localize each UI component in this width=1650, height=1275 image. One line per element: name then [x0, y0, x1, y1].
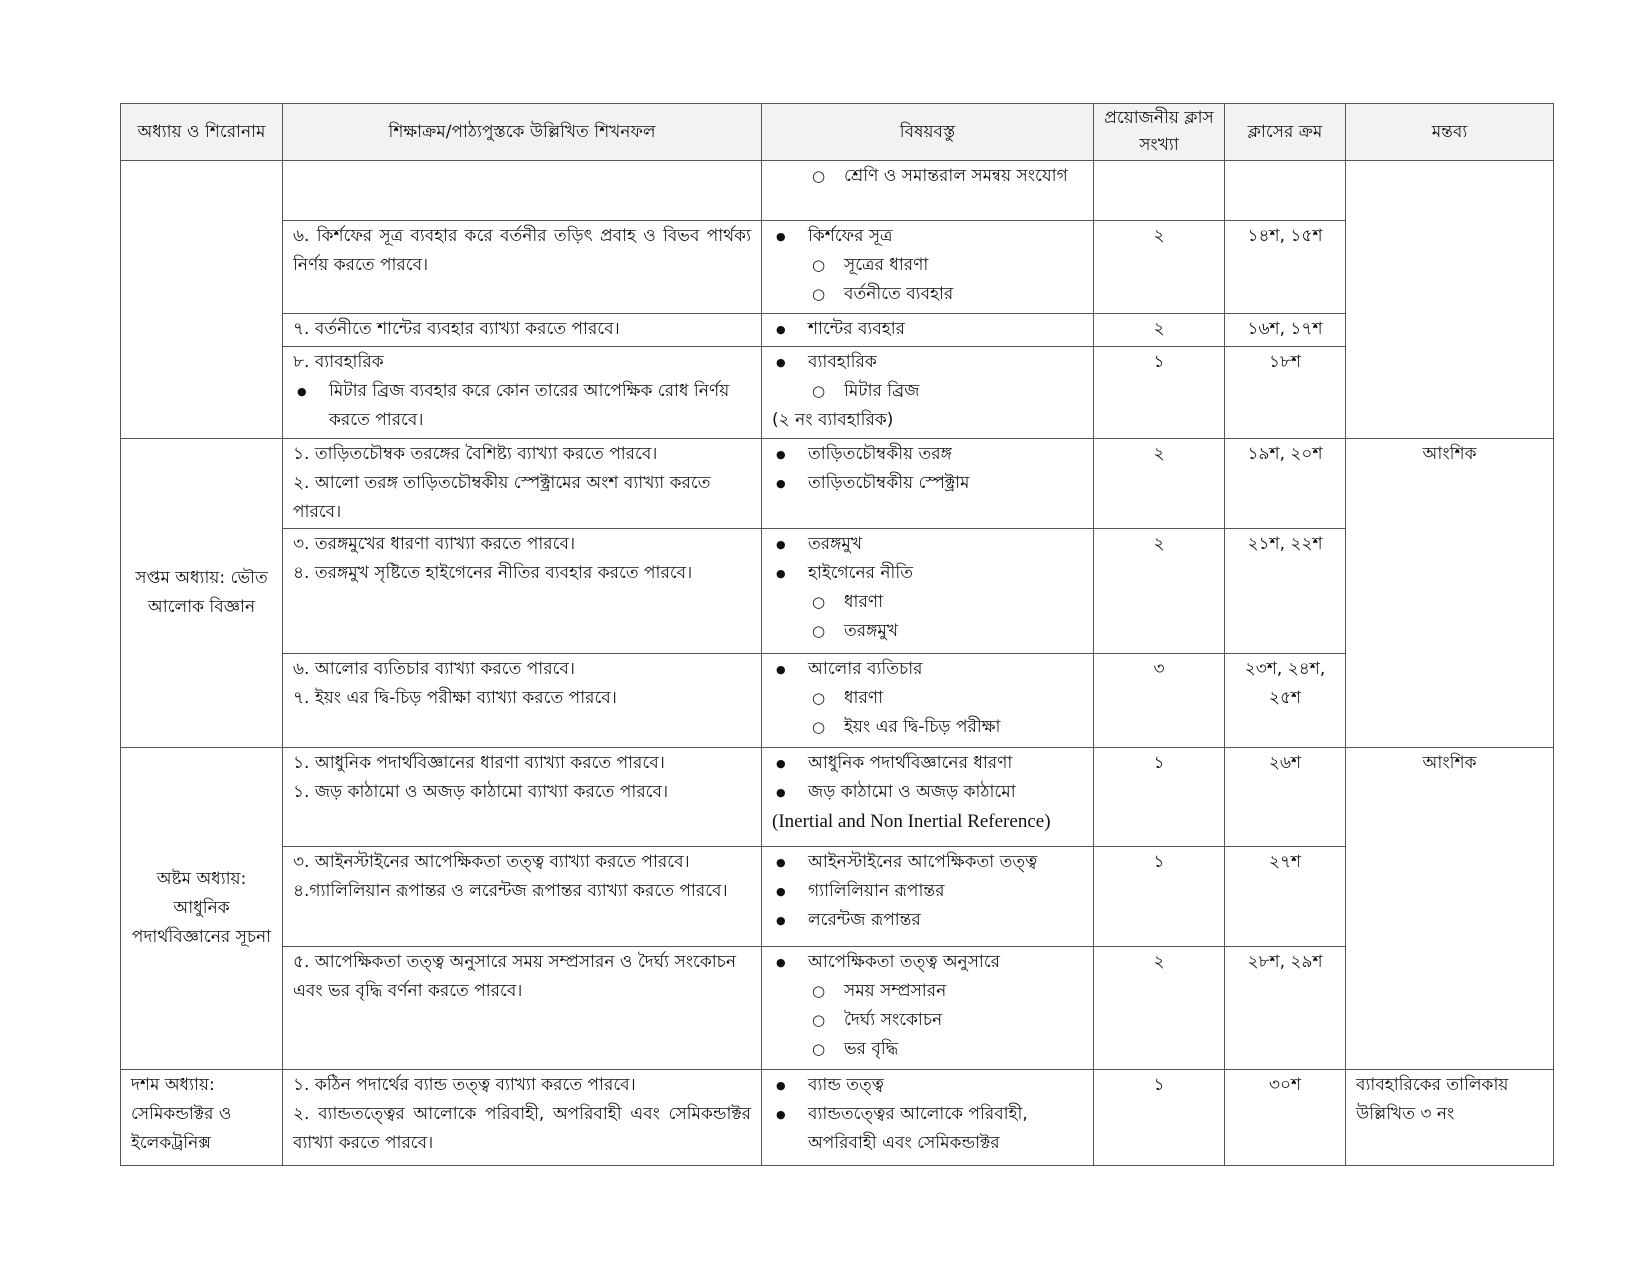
- content-subitem: ○ সূত্রের ধারণা: [772, 251, 1083, 280]
- classes-cell: ১: [1094, 347, 1225, 439]
- chapter-cell: অষ্টম অধ্যায়: আধুনিক পদার্থবিজ্ঞানের সূচনা: [121, 748, 283, 1070]
- content-item: ● আলোর ব্যতিচার: [772, 655, 1083, 684]
- table-row: [121, 161, 1554, 221]
- classes-cell: ২: [1094, 314, 1225, 347]
- outcome-cell: [283, 347, 762, 439]
- content-subitem: ○ ধারণা: [772, 588, 1083, 617]
- learning-outcome: ২. আলো তরঙ্গ তাড়িতচৌম্বকীয় স্পেক্ট্রামের অংশ ব্যাখ্যা করতে পারবে।: [293, 473, 711, 522]
- table-row: [121, 947, 1554, 1070]
- content-cell: [762, 161, 1094, 221]
- header-chapter: অধ্যায় ও শিরোনাম: [121, 104, 283, 161]
- classes-cell: ২: [1094, 947, 1225, 1070]
- table-row: [121, 1070, 1554, 1166]
- sequence-cell: ২১শ, ২২শ: [1225, 529, 1346, 654]
- content-subitem: ○ মিটার ব্রিজ: [772, 377, 1083, 406]
- content-item: ● গ্যালিলিয়ান রূপান্তর: [772, 877, 1083, 906]
- content-cell: [762, 748, 1094, 847]
- sequence-cell: ২৭শ: [1225, 847, 1346, 947]
- sequence-cell: ২৮শ, ২৯শ: [1225, 947, 1346, 1070]
- learning-outcome: ৬. আলোর ব্যতিচার ব্যাখ্যা করতে পারবে।: [293, 659, 575, 679]
- syllabus-table: [120, 103, 1554, 1166]
- table-row: [121, 748, 1554, 847]
- table-row: [121, 654, 1554, 748]
- chapter-cell: দশম অধ্যায়: সেমিকন্ডাক্টর ও ইলেকট্রনিক্স: [121, 1070, 283, 1166]
- learning-outcome: ৪.গ্যালিলিয়ান রূপান্তর ও লরেন্টজ রূপান্তর ব্যাখ্যা করতে পারবে।: [293, 881, 728, 901]
- content-item: ● আইনস্টাইনের আপেক্ষিকতা তত্ত্ব: [772, 848, 1083, 877]
- content-note: (২ নং ব্যাবহারিক): [772, 410, 894, 430]
- classes-cell: ২: [1094, 221, 1225, 314]
- table-row: [121, 529, 1554, 654]
- remarks-cell: আংশিক: [1346, 748, 1554, 1070]
- table-row: [121, 439, 1554, 529]
- learning-outcome: ৮. ব্যাবহারিক: [293, 352, 384, 372]
- classes-cell: ১: [1094, 748, 1225, 847]
- content-item: ● তাড়িতচৌম্বকীয় স্পেক্ট্রাম: [772, 469, 1083, 498]
- header-row: [121, 104, 1554, 161]
- sequence-cell: ১৪শ, ১৫শ: [1225, 221, 1346, 314]
- learning-outcome: ৩. তরঙ্গমুখের ধারণা ব্যাখ্যা করতে পারবে।: [293, 534, 576, 554]
- sequence-cell: ৩০শ: [1225, 1070, 1346, 1166]
- content-item: ● তরঙ্গমুখ: [772, 530, 1083, 559]
- header-outcome: শিক্ষাক্রম/পাঠ্যপুস্তকে উল্লিখিত শিখনফল: [283, 104, 762, 161]
- classes-cell: ২: [1094, 529, 1225, 654]
- learning-outcome-bullet: ● মিটার ব্রিজ ব্যবহার করে কোন তারের আপেক্ষিক রোধ নির্ণয় করতে পারবে।: [293, 377, 751, 435]
- content-item: ● ব্যান্ডতত্ত্বের আলোকে পরিবাহী, অপরিবাহী এবং সেমিকন্ডাক্টর: [772, 1100, 1083, 1158]
- outcome-cell: [283, 314, 762, 347]
- content-subitem: ○ তরঙ্গমুখ: [772, 617, 1083, 646]
- chapter-cell: সপ্তম অধ্যায়: ভৌত আলোক বিজ্ঞান: [121, 439, 283, 748]
- content-subitem: ○ ভর বৃদ্ধি: [772, 1035, 1083, 1064]
- outcome-cell: [283, 1070, 762, 1166]
- header-content: বিষয়বস্তু: [762, 104, 1094, 161]
- sequence-cell: [1225, 161, 1346, 221]
- sequence-cell: ১৯শ, ২০শ: [1225, 439, 1346, 529]
- content-cell: [762, 529, 1094, 654]
- content-item: ● কির্শফের সূত্র: [772, 222, 1083, 251]
- classes-cell: ১: [1094, 1070, 1225, 1166]
- content-cell: [762, 654, 1094, 748]
- sequence-cell: ২৬শ: [1225, 748, 1346, 847]
- content-cell: [762, 314, 1094, 347]
- remarks-cell: আংশিক: [1346, 439, 1554, 748]
- learning-outcome: ২. ব্যান্ডতত্ত্বের আলোকে পরিবাহী, অপরিবাহী এবং সেমিকন্ডাক্টর ব্যাখ্যা করতে পারবে।: [293, 1104, 751, 1153]
- classes-cell: ২: [1094, 439, 1225, 529]
- table-row: [121, 347, 1554, 439]
- learning-outcome: ১. আধুনিক পদার্থবিজ্ঞানের ধারণা ব্যাখ্যা করতে পারবে।: [293, 753, 665, 773]
- header-sequence: ক্লাসের ক্রম: [1225, 104, 1346, 161]
- table-row: [121, 847, 1554, 947]
- content-cell: [762, 1070, 1094, 1166]
- classes-cell: ১: [1094, 847, 1225, 947]
- learning-outcome: ৭. বর্তনীতে শান্টের ব্যবহার ব্যাখ্যা করতে পারবে।: [293, 319, 620, 339]
- header-classes: প্রয়োজনীয় ক্লাস সংখ্যা: [1094, 104, 1225, 161]
- content-item: ● লরেন্টজ রূপান্তর: [772, 906, 1083, 935]
- outcome-cell: [283, 221, 762, 314]
- content-subitem: ○ ধারণা: [772, 684, 1083, 713]
- content-item: ● ব্যাবহারিক: [772, 348, 1083, 377]
- outcome-cell: [283, 947, 762, 1070]
- content-subitem: ○ সময় সম্প্রসারন: [772, 977, 1083, 1006]
- content-item: ● হাইগেনের নীতি: [772, 559, 1083, 588]
- content-item: ● শান্টের ব্যবহার: [772, 315, 1083, 344]
- learning-outcome: ৩. আইনস্টাইনের আপেক্ষিকতা তত্ত্ব ব্যাখ্যা করতে পারবে।: [293, 852, 690, 872]
- learning-outcome: ৭. ইয়ং এর দ্বি-চিড় পরীক্ষা ব্যাখ্যা করতে পারবে।: [293, 688, 617, 708]
- remarks-cell: [1346, 161, 1554, 439]
- learning-outcome: ১. জড় কাঠামো ও অজড় কাঠামো ব্যাখ্যা করতে পারবে।: [293, 782, 669, 802]
- learning-outcome: ১. তাড়িতচৌম্বক তরঙ্গের বৈশিষ্ট্য ব্যাখ্যা করতে পারবে।: [293, 444, 658, 464]
- remarks-cell: ব্যাবহারিকের তালিকায় উল্লিখিত ৩ নং: [1346, 1070, 1554, 1166]
- content-subitem: ○ ইয়ং এর দ্বি-চিড় পরীক্ষা: [772, 713, 1083, 742]
- sequence-cell: ১৬শ, ১৭শ: [1225, 314, 1346, 347]
- table-row: [121, 314, 1554, 347]
- chapter-cell-continued: [121, 161, 283, 439]
- header-remarks: মন্তব্য: [1346, 104, 1554, 161]
- content-subitem: ○ দৈর্ঘ্য সংকোচন: [772, 1006, 1083, 1035]
- content-subitem: ○ শ্রেণি ও সমান্তরাল সমন্বয় সংযোগ: [772, 162, 1083, 191]
- sequence-cell: ২৩শ, ২৪শ, ২৫শ: [1225, 654, 1346, 748]
- learning-outcome: ১. কঠিন পদার্থের ব্যান্ড তত্ত্ব ব্যাখ্যা করতে পারবে।: [293, 1075, 636, 1095]
- content-cell: [762, 439, 1094, 529]
- classes-cell: [1094, 161, 1225, 221]
- content-cell: [762, 947, 1094, 1070]
- learning-outcome: ৬. কির্শফের সূত্র ব্যবহার করে বর্তনীর তড়িৎ প্রবাহ ও বিভব পার্থক্য নির্ণয় করতে পারবে।: [293, 226, 751, 275]
- outcome-cell: [283, 439, 762, 529]
- outcome-cell: [283, 847, 762, 947]
- content-item: ● জড় কাঠামো ও অজড় কাঠামো: [772, 778, 1083, 807]
- outcome-cell: [283, 529, 762, 654]
- content-cell: [762, 221, 1094, 314]
- content-cell: [762, 347, 1094, 439]
- content-item: ● আধুনিক পদার্থবিজ্ঞানের ধারণা: [772, 749, 1083, 778]
- table-row: [121, 221, 1554, 314]
- outcome-cell: [283, 161, 762, 221]
- learning-outcome: ৪. তরঙ্গমুখ সৃষ্টিতে হাইগেনের নীতির ব্যবহার করতে পারবে।: [293, 563, 693, 583]
- content-item: ● আপেক্ষিকতা তত্ত্ব অনুসারে: [772, 948, 1083, 977]
- sequence-cell: ১৮শ: [1225, 347, 1346, 439]
- content-item: ● ব্যান্ড তত্ত্ব: [772, 1071, 1083, 1100]
- content-subitem: ○ বর্তনীতে ব্যবহার: [772, 280, 1083, 309]
- outcome-cell: [283, 654, 762, 748]
- content-note: (Inertial and Non Inertial Reference): [772, 811, 1051, 832]
- content-cell: [762, 847, 1094, 947]
- learning-outcome: ৫. আপেক্ষিকতা তত্ত্ব অনুসারে সময় সম্প্রসারন ও দৈর্ঘ্য সংকোচন এবং ভর বৃদ্ধি বর্ণনা করতে পারবে।: [293, 952, 736, 1001]
- outcome-cell: [283, 748, 762, 847]
- content-item: ● তাড়িতচৌম্বকীয় তরঙ্গ: [772, 440, 1083, 469]
- classes-cell: ৩: [1094, 654, 1225, 748]
